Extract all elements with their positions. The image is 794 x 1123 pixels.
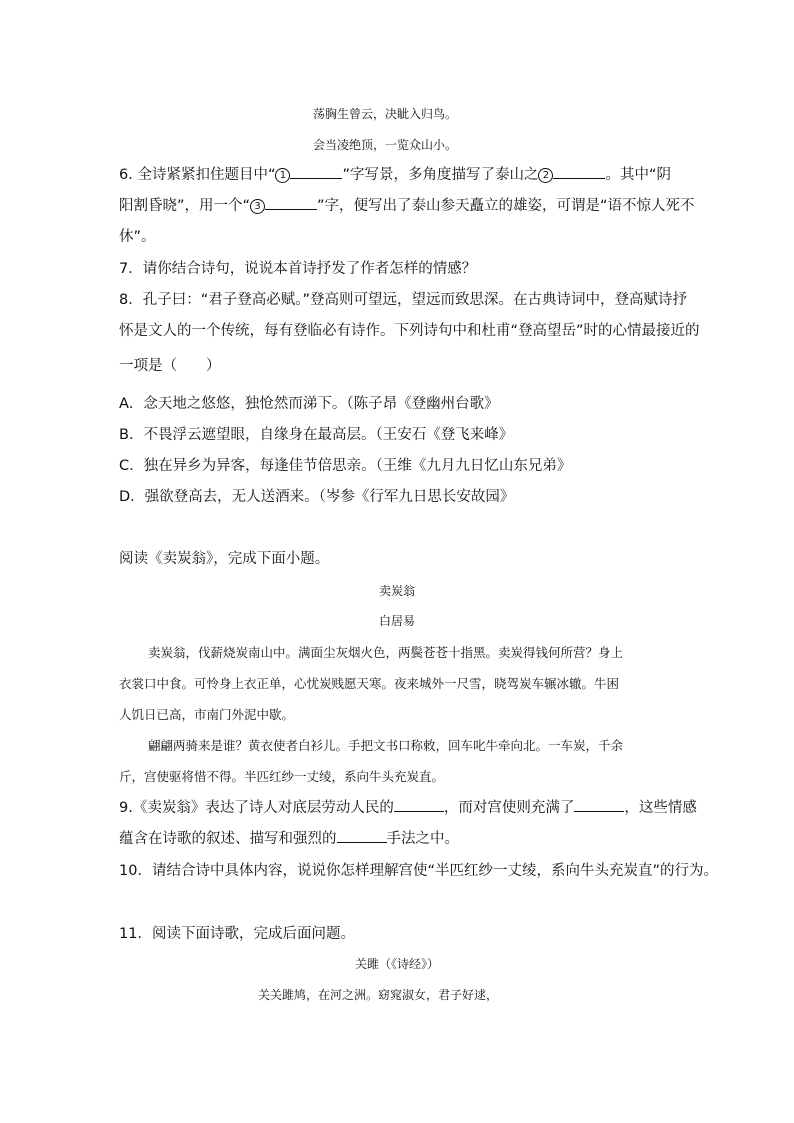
q6-text: ”字，便写出了泰山参天矗立的雄姿，可谓是“语不惊人死不 xyxy=(317,198,695,214)
question-8-line2: 怀是文人的一个传统，每有登临必有诗作。下列诗句中和杜甫“登高望岳”时的心情最接近的 xyxy=(119,323,700,339)
q9-text: 手法之中。 xyxy=(386,831,459,847)
poem-text-line: 卖炭翁，伐薪烧炭南山中。满面尘灰烟火色，两鬓苍苍十指黑。卖炭得钱何所营？身上 xyxy=(148,645,624,660)
section-intro: 阅读《卖炭翁》，完成下面小题。 xyxy=(119,551,330,567)
answer-blank[interactable] xyxy=(394,810,444,812)
question-7: 7．请你结合诗句，说说本首诗抒发了作者怎样的情感？ xyxy=(119,261,477,277)
q6-text: ”字写景，多角度描写了泰山之 xyxy=(342,167,539,183)
answer-blank[interactable] xyxy=(337,841,387,843)
question-9-line2 xyxy=(119,832,459,847)
poem-text-line: 斤，宫使驱将惜不得。半匹红纱一丈绫，系向牛头充炭直。 xyxy=(119,769,445,784)
question-10: 10．请结合诗中具体内容，说说你怎样理解宫使“半匹红纱一丈绫，系向牛头充炭直”的行为。 xyxy=(119,863,718,879)
circled-number: 1 xyxy=(275,168,290,183)
q9-text: ，而对宫使则充满了 xyxy=(443,800,575,816)
q6-text: 6. 全诗紧紧扣住题目中“ xyxy=(119,167,276,183)
question-6-line3: 休”。 xyxy=(119,229,156,245)
option-c[interactable]: C．独在异乡为异客，每逢佳节倍思亲。（王维《九月九日忆山东兄弟》 xyxy=(119,458,572,474)
q6-text: 阳割昏晓”，用一个“ xyxy=(119,198,251,214)
question-8-line3: 一项是（ ） xyxy=(119,358,221,374)
q9-text: ，这些情感 xyxy=(624,800,697,816)
poem-line: 会当凌绝顶，一览众山小。 xyxy=(313,138,458,152)
answer-blank[interactable] xyxy=(553,177,605,179)
poem-line: 关关雎鸠，在河之洲。窈窕淑女，君子好逑， xyxy=(258,988,499,1002)
option-a[interactable]: A．念天地之悠悠，独怆然而涕下。（陈子昂《登幽州台歌》 xyxy=(119,396,499,412)
circled-number: 3 xyxy=(250,199,265,214)
question-9 xyxy=(119,801,697,816)
poem-text-line: 人饥日已高，市南门外泥中歇。 xyxy=(119,707,295,722)
poem-title: 关雎（《诗经》） xyxy=(354,957,439,971)
question-6-line2 xyxy=(119,199,695,214)
circled-number: 2 xyxy=(538,168,553,183)
q6-text: 。其中“阴 xyxy=(605,167,671,183)
q9-text: 蕴含在诗歌的叙述、描写和强烈的 xyxy=(119,831,337,847)
poem-title: 卖炭翁 xyxy=(378,584,415,598)
answer-blank[interactable] xyxy=(574,810,624,812)
poem-author: 白居易 xyxy=(378,614,415,628)
option-b[interactable]: B．不畏浮云遮望眼，自缘身在最高层。（王安石《登飞来峰》 xyxy=(119,427,514,443)
question-11: 11．阅读下面诗歌，完成后面问题。 xyxy=(119,926,355,942)
question-6 xyxy=(119,168,671,183)
poem-line: 荡胸生曾云，决眦入归鸟。 xyxy=(313,107,458,121)
option-d[interactable]: D．强欲登高去，无人送酒来。（岑参《行军九日思长安故园》 xyxy=(119,489,515,505)
answer-blank[interactable] xyxy=(265,208,317,210)
answer-blank[interactable] xyxy=(290,177,342,179)
q9-text: 9.《卖炭翁》表达了诗人对底层劳动人民的 xyxy=(119,800,394,816)
poem-text-line: 翩翩两骑来是谁？黄衣使者白衫儿。手把文书口称敕，回车叱牛牵向北。一车炭，千余 xyxy=(148,738,624,753)
question-8: 8．孔子曰：“君子登高必赋。”登高则可望远，望远而致思深。在古典诗词中，登高赋诗抒 xyxy=(119,292,687,308)
poem-text-line: 衣裳口中食。可怜身上衣正单，心忧炭贱愿天寒。夜来城外一尺雪，晓驾炭车辗冰辙。牛困 xyxy=(119,676,620,691)
